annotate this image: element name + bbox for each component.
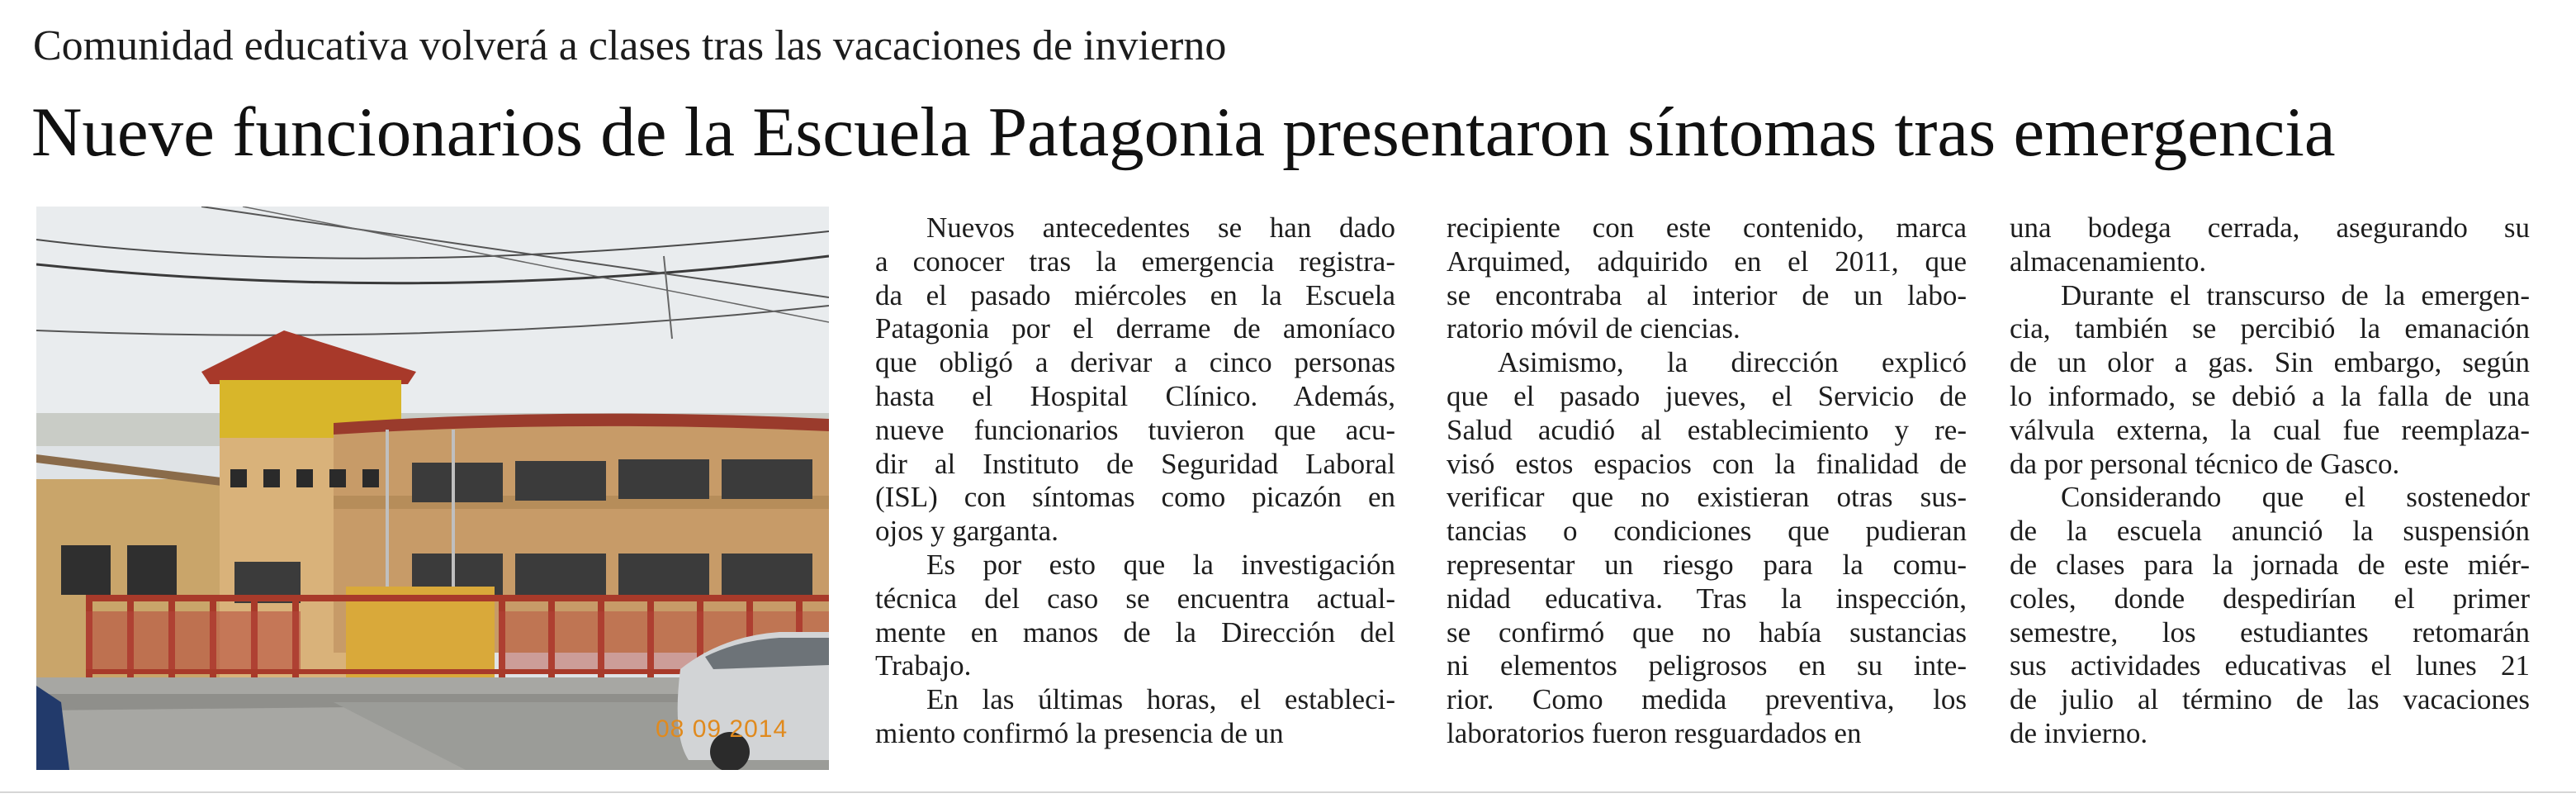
- article-line: que obligó a derivar a cinco personas: [875, 346, 1395, 379]
- article-line: una bodega cerrada, asegurando su: [2010, 211, 2530, 244]
- article-paragraph: [1447, 211, 1967, 346]
- article-line: ratorio móvil de ciencias.: [1447, 312, 1740, 345]
- article-line: dir al Instituto de Seguridad Laboral: [875, 447, 1395, 480]
- article-line: válvula externa, la cual fue reemplaza-: [2010, 413, 2530, 446]
- article-line: verificar que no existieran otras sus-: [1447, 481, 1967, 514]
- article-line: ojos y garganta.: [875, 515, 1058, 548]
- article-line: de un olor a gas. Sin embargo, según: [2010, 346, 2530, 379]
- article-line: da por personal técnico de Gasco.: [2010, 447, 2400, 480]
- article-line: Arquimed, adquirido en el 2011, que: [1447, 245, 1967, 278]
- article-line: miento confirmó la presencia de un: [875, 716, 1284, 749]
- article-line: cia, también se percibió la emanación: [2010, 312, 2530, 345]
- article-line: Es por esto que la investigación: [926, 548, 1395, 581]
- article-line: Patagonia por el derrame de amoníaco: [875, 312, 1395, 345]
- article-line: rior. Como medida preventiva, los: [1447, 683, 1967, 716]
- article-line: sus actividades educativas el lunes 21: [2010, 649, 2530, 682]
- article-line: a conocer tras la emergencia registra-: [875, 245, 1395, 278]
- article-line: laboratorios fueron resguardados en: [1447, 716, 1862, 749]
- kicker: Comunidad educativa volverá a clases tras las vacaciones de invierno: [33, 22, 1227, 69]
- article-paragraph: [2010, 279, 2530, 482]
- article-line: que el pasado jueves, el Servicio de: [1447, 379, 1967, 412]
- article-line: tancias o condiciones que pudieran: [1447, 515, 1967, 548]
- headline: Nueve funcionarios de la Escuela Patagonia presentaron síntomas tras emergencia: [31, 93, 2336, 171]
- article-line: da el pasado miércoles en la Escuela: [875, 278, 1395, 311]
- article-line: ni elementos peligrosos en su inte-: [1447, 649, 1967, 682]
- article-paragraph: [875, 211, 1395, 549]
- article-line: hasta el Hospital Clínico. Además,: [875, 379, 1395, 412]
- school-photo: [36, 207, 829, 770]
- article-line: Salud acudió al establecimiento y re-: [1447, 413, 1967, 446]
- article-paragraph: [1447, 346, 1967, 751]
- article-line: técnica del caso se encuentra actual-: [875, 582, 1395, 615]
- article-line: representar un riesgo para la comu-: [1447, 548, 1967, 581]
- article-line: de julio al término de las vacaciones: [2010, 683, 2530, 716]
- article-column-3: [2010, 211, 2530, 782]
- article-line: de invierno.: [2010, 716, 2148, 749]
- article-line: (ISL) con síntomas como picazón en: [875, 481, 1395, 514]
- article-line: coles, donde despedirían el primer: [2010, 582, 2530, 615]
- article-line: Durante el transcurso de la emergen-: [2061, 278, 2530, 311]
- article-line: Trabajo.: [875, 649, 972, 682]
- article-column-2: [1447, 211, 1967, 782]
- article-line: de la escuela anunció la suspensión: [2010, 515, 2530, 548]
- article-line: visó estos espacios con la finalidad de: [1447, 447, 1967, 480]
- article-paragraph: [875, 683, 1395, 751]
- article-line: En las últimas horas, el estableci-: [926, 683, 1395, 716]
- article-line: semestre, los estudiantes retomarán: [2010, 615, 2530, 649]
- article-paragraph: [2010, 481, 2530, 750]
- article-line: Considerando que el sostenedor: [2061, 481, 2530, 514]
- article-line: Asimismo, la dirección explicó: [1498, 346, 1967, 379]
- article-paragraph: [875, 549, 1395, 683]
- article-line: se confirmó que no había sustancias: [1447, 615, 1967, 649]
- article-line: lo informado, se debió a la falla de una: [2010, 379, 2530, 412]
- article-line: nueve funcionarios tuvieron que acu-: [875, 413, 1395, 446]
- article-line: mente en manos de la Dirección del: [875, 615, 1395, 649]
- article-paragraph: [2010, 211, 2530, 279]
- page-divider: [0, 791, 2576, 793]
- article-line: de clases para la jornada de este miér-: [2010, 548, 2530, 581]
- article-line: nidad educativa. Tras la inspección,: [1447, 582, 1967, 615]
- article-line: se encontraba al interior de un labo-: [1447, 278, 1967, 311]
- article-line: recipiente con este contenido, marca: [1447, 211, 1967, 244]
- article-column-1: [875, 211, 1395, 782]
- article-line: almacenamiento.: [2010, 245, 2207, 278]
- article-line: Nuevos antecedentes se han dado: [926, 211, 1395, 244]
- photo-datestamp: 08 09 2014: [656, 715, 788, 743]
